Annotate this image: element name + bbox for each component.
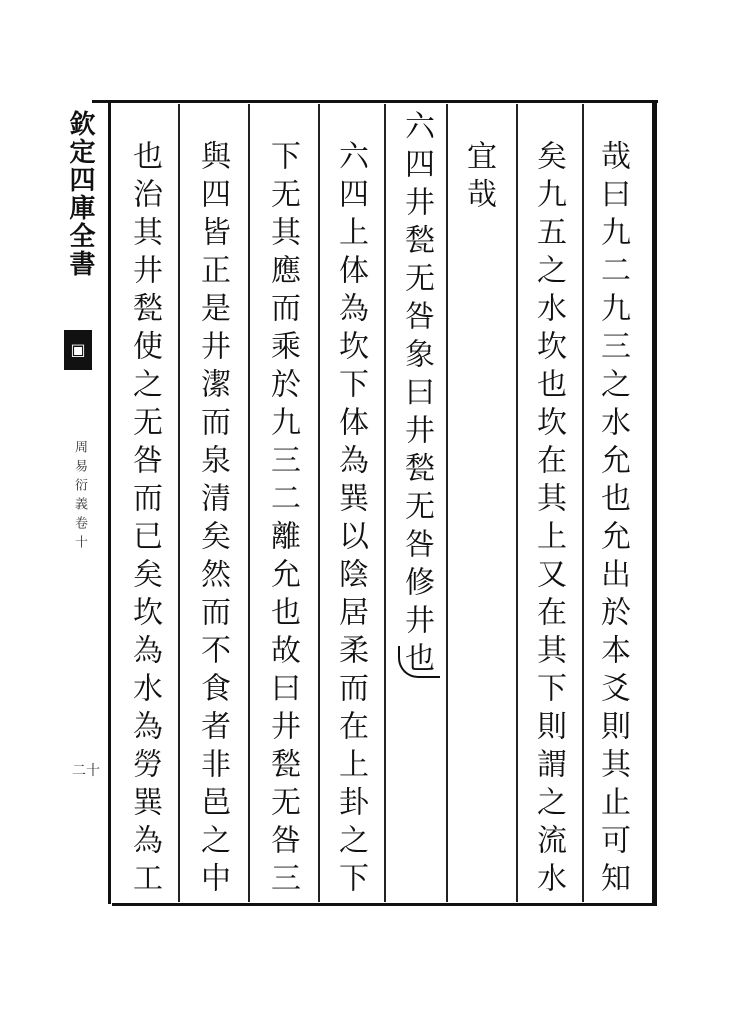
text-column-5: 六四上体為坎下体為巽以陰居柔而在上卦之下 — [333, 140, 368, 900]
border-right-rule — [652, 100, 657, 906]
column-divider — [318, 104, 320, 902]
section-title: 周易衍義卷十 — [72, 440, 87, 554]
end-mark — [398, 646, 440, 678]
text-column-8: 也治其井甃使之无咎而已矣坎為水為勞巽為工 — [127, 140, 162, 900]
column-divider — [178, 104, 180, 902]
text-column-7: 與四皆正是井潔而泉清矣然而不食者非邑之中 — [195, 140, 230, 900]
column-divider — [582, 104, 584, 902]
border-bottom-rule — [112, 903, 657, 906]
text-column-3: 宜哉 — [461, 140, 496, 216]
column-divider — [516, 104, 518, 902]
seal-mark: ▣ — [64, 330, 92, 370]
text-column-2: 矣九五之水坎也坎在其上又在其下則謂之流水 — [531, 140, 566, 900]
column-divider — [248, 104, 250, 902]
text-column-1: 哉曰九二九三之水允也允出於本爻則其止可知 — [595, 140, 630, 900]
column-divider — [446, 104, 448, 902]
page-number: 二十 — [72, 763, 100, 779]
column-divider — [384, 104, 386, 902]
border-left-rule — [108, 100, 111, 904]
text-column-4: 六四井甃无咎象曰井甃无咎修井也 — [399, 110, 434, 680]
border-top-rule — [92, 100, 658, 103]
book-title: 欽定四庫全書 — [65, 110, 95, 278]
text-column-6: 下无其應而乘於九三二離允也故曰井甃无咎三 — [265, 140, 300, 900]
